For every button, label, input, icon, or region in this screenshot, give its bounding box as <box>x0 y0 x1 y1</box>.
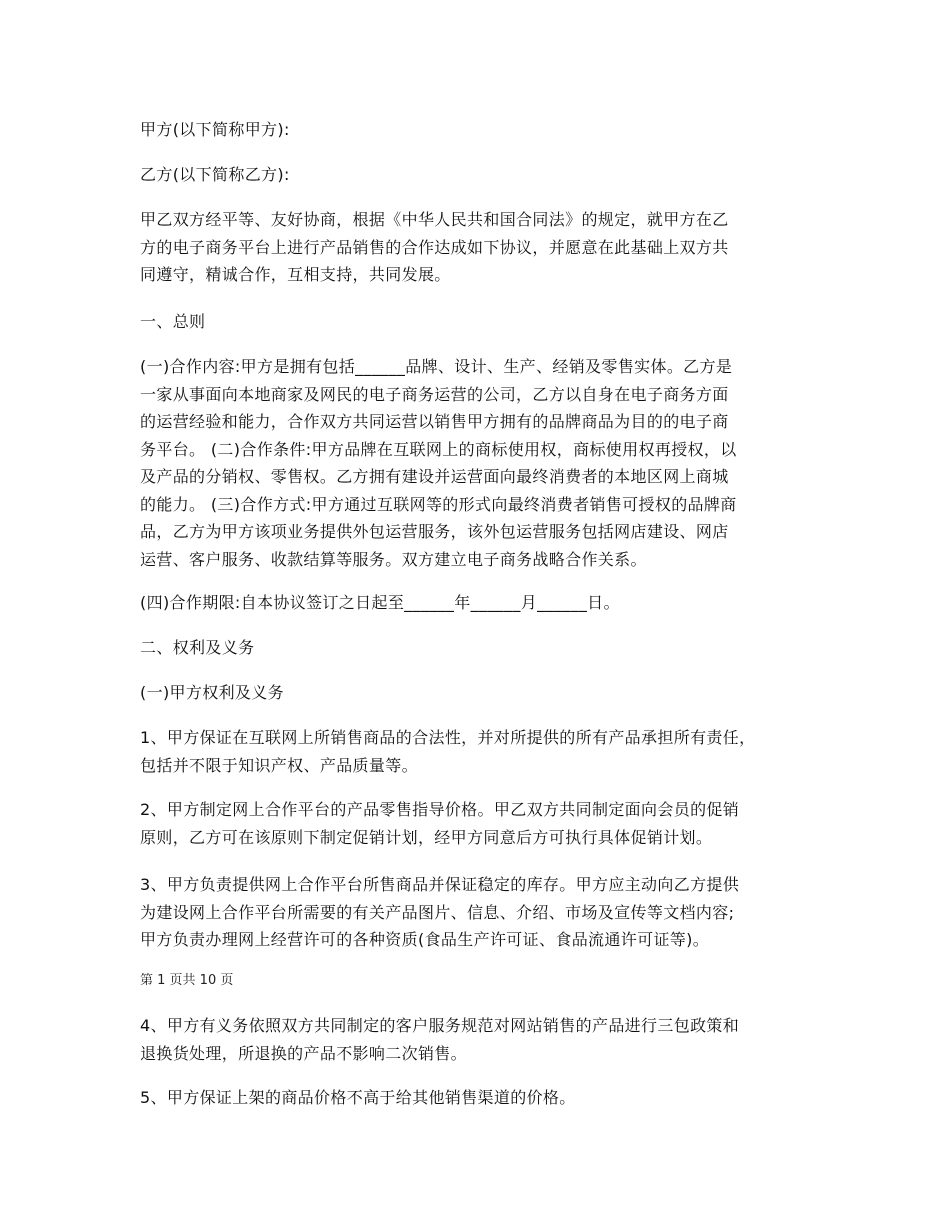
item-3: 3、甲方负责提供网上合作平台所售商品并保证稳定的库存。甲方应主动向乙方提供 为建设网上合作平台所需要的有关产品图片、信息、介绍、市场及宣传等文档内容; 甲方负责办理网上经营许可的各种资质(食品生产许可证、食品流通许可证等)。 <box>140 875 740 949</box>
term-clause: (四)合作期限:自本协议签订之日起至______年______月______日。 <box>140 593 620 612</box>
section-1-title: 一、总则 <box>140 312 206 331</box>
section-1-body: (一)合作内容:甲方是拥有包括______品牌、设计、生产、经销及零售实体。乙方是 一家从事面向本地商家及网民的电子商务运营的公司，乙方以自身在电子商务方面 的运营经验和能力，合作双方共同运营以销售甲方拥有的品牌商品为目的的电子商 务平台。 (二)合作条件:甲方品牌在互联网上的商标使用权，商标使用权再授权，以 及产品的分销权、零售权。乙方拥有建设并运营面向最终消费者的本地区网上商城 的能力。 (三)合作方式:甲方通过互联网等的形式向最终消费者销售可授权的品牌商 品，乙方为甲方该项业务提供外包运营服务，该外包运营服务包括网店建设、网店 运营、客户服务、收款结算等服务。双方建立电子商务战略合作关系。 <box>140 357 737 569</box>
preamble-paragraph: 甲乙双方经平等、友好协商，根据《中华人民共和国合同法》的规定，就甲方在乙 方的电子商务平台上进行产品销售的合作达成如下协议，并愿意在此基础上双方共 同遵守，精诚合作，互相支持，共同发展。 <box>140 210 729 284</box>
item-1: 1、甲方保证在互联网上所销售商品的合法性，并对所提供的所有产品承担所有责任， 包括并不限于知识产权、产品质量等。 <box>140 728 756 775</box>
item-5: 5、甲方保证上架的商品价格不高于给其他销售渠道的价格。 <box>140 1088 576 1107</box>
party-a-line: 甲方(以下简称甲方): <box>140 120 290 139</box>
section-2-title: 二、权利及义务 <box>140 638 255 657</box>
section-2-subtitle-1: (一)甲方权利及义务 <box>140 683 284 702</box>
page-footer: 第 1 页共 10 页 <box>140 973 234 988</box>
item-4: 4、甲方有义务依照双方共同制定的客户服务规范对网站销售的产品进行三包政策和 退换货处理，所退换的产品不影响二次销售。 <box>140 1016 740 1063</box>
item-2: 2、甲方制定网上合作平台的产品零售指导价格。甲乙双方共同制定面向会员的促销 原则，乙方可在该原则下制定促销计划，经甲方同意后方可执行具体促销计划。 <box>140 800 740 847</box>
party-b-line: 乙方(以下简称乙方): <box>140 165 290 184</box>
